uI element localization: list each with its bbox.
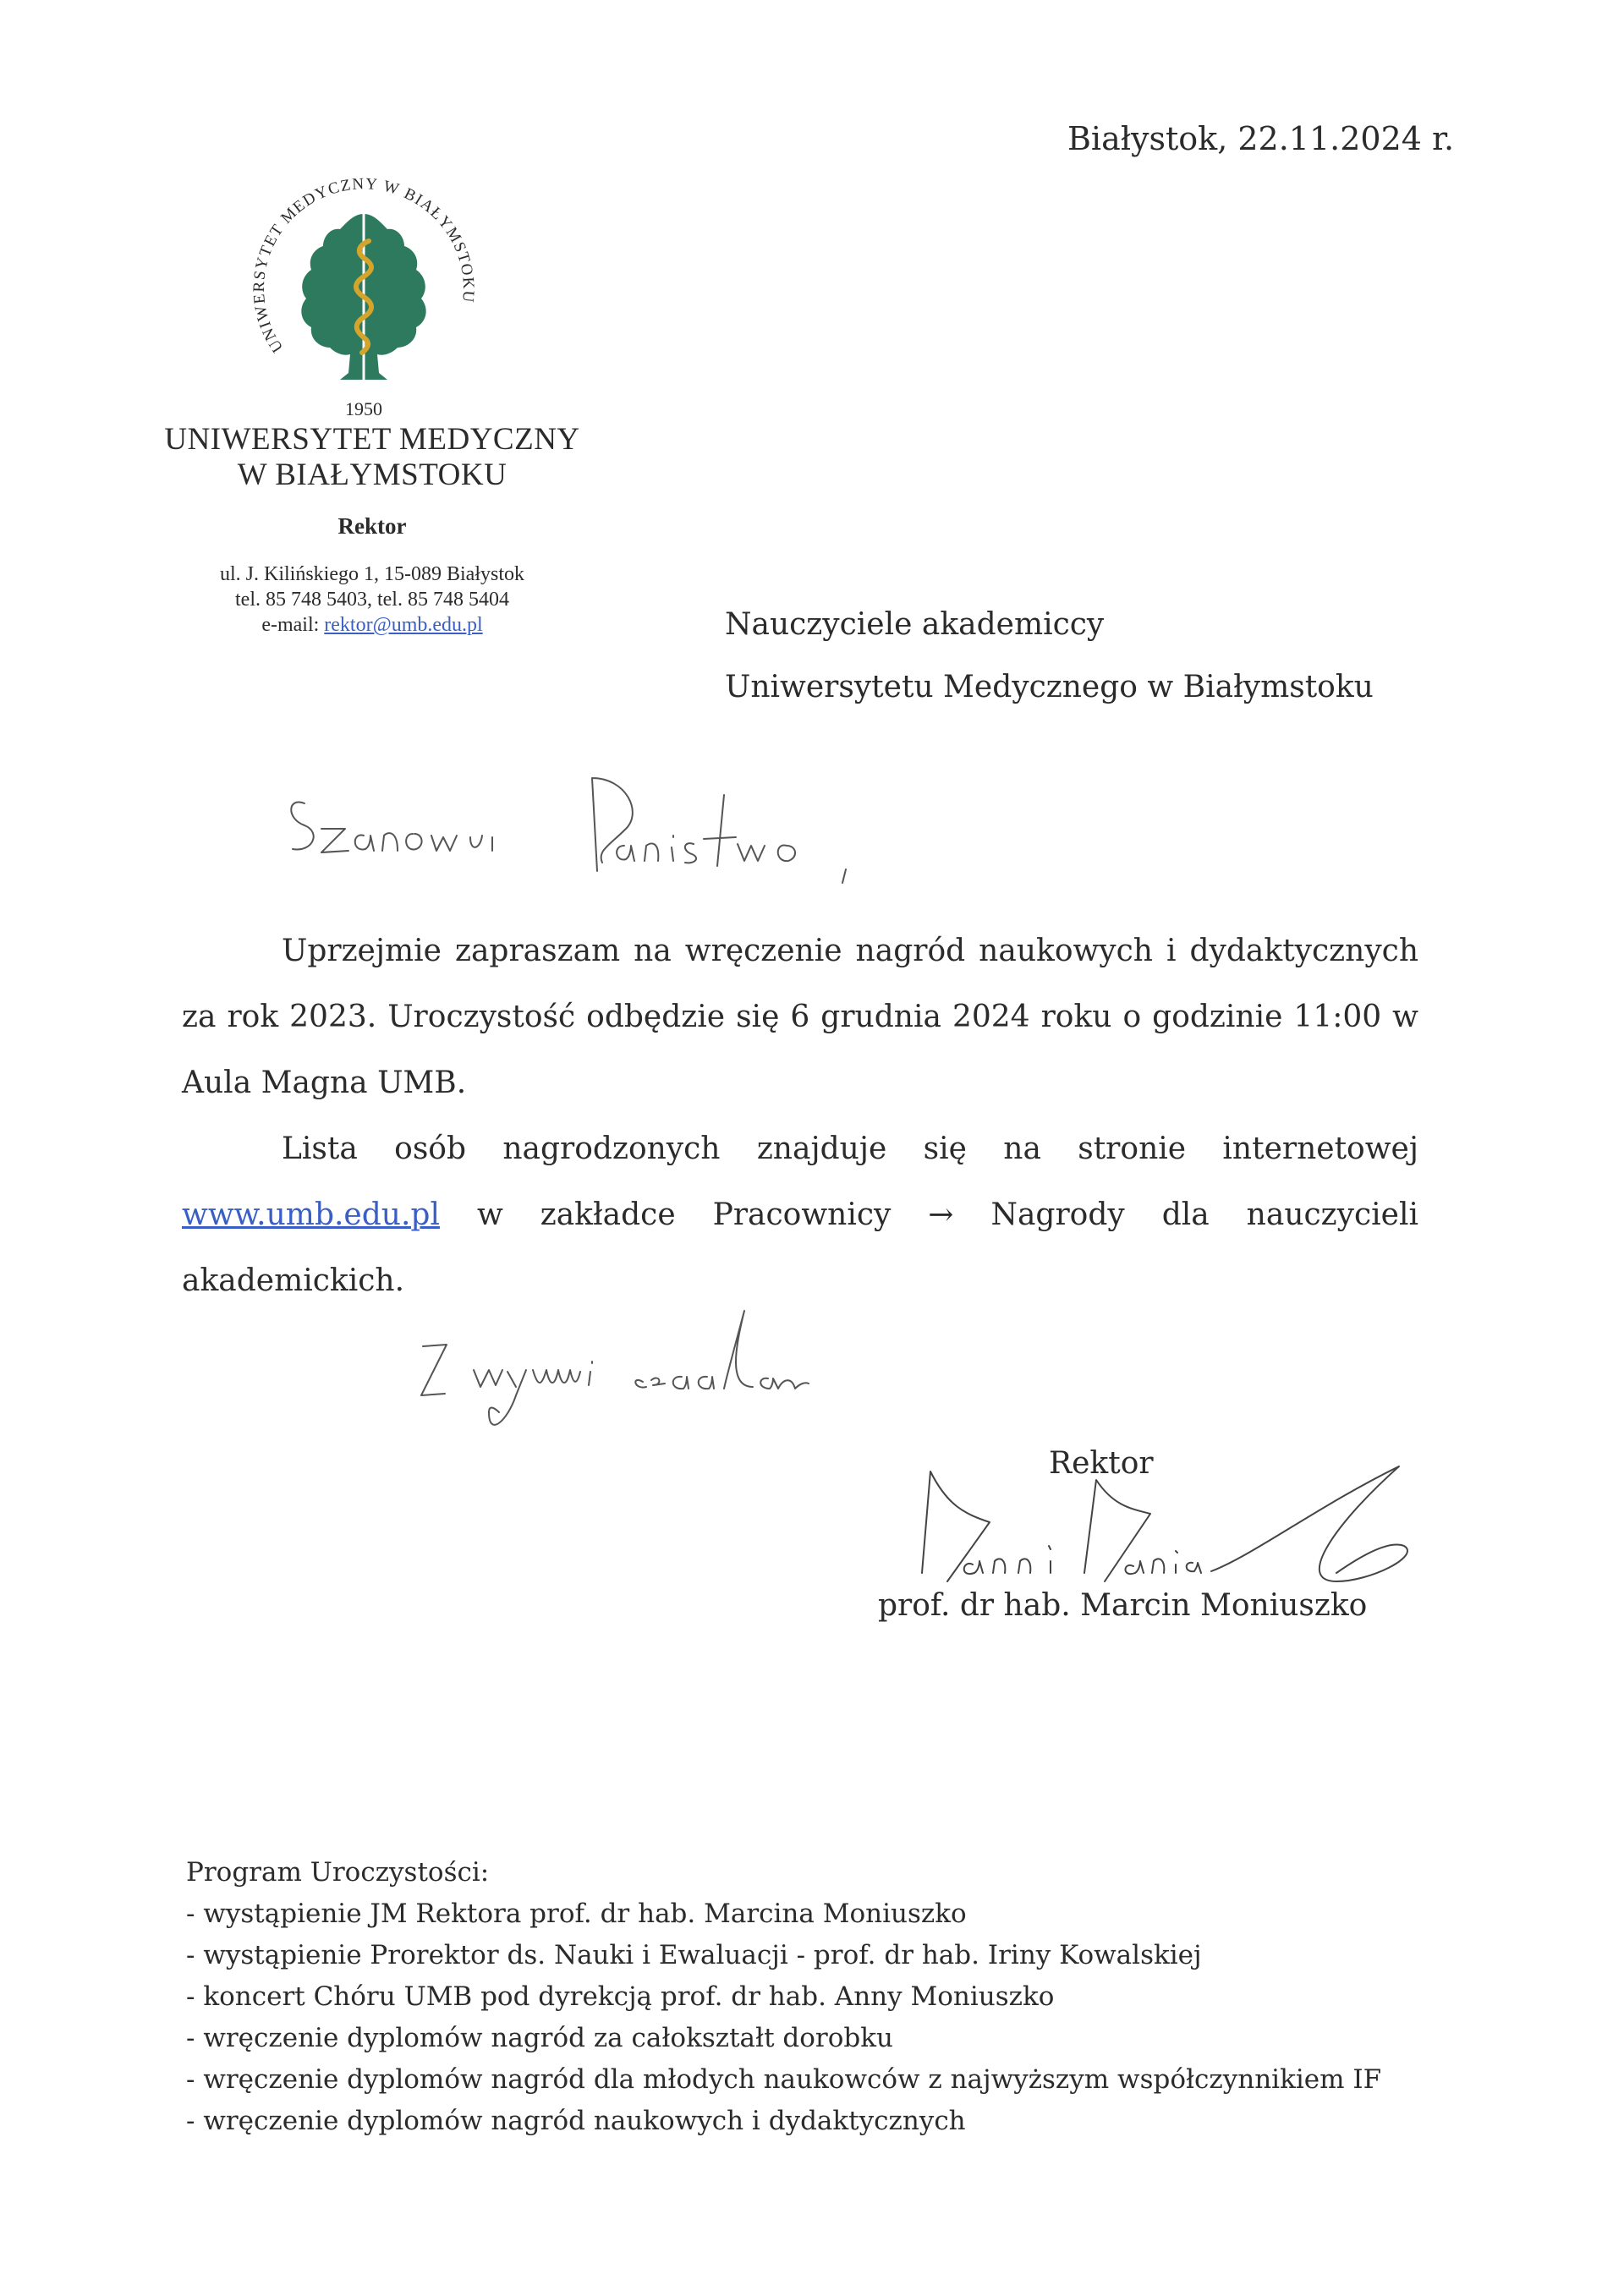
website-link[interactable]: www.umb.edu.pl	[182, 1197, 440, 1232]
logo-ring-text: UNIWERSYTET MEDYCZNY W BIAŁYMSTOKU	[250, 175, 478, 356]
handwritten-closing	[389, 1277, 1032, 1446]
letterhead-email-line	[127, 614, 617, 637]
letterhead-university-line1: UNIWERSYTET MEDYCZNY	[164, 422, 580, 457]
university-logo	[245, 173, 482, 427]
place-date: Białystok, 22.11.2024 r.	[1067, 120, 1455, 157]
email-label: e-mail:	[261, 614, 325, 636]
handwritten-signature	[897, 1455, 1438, 1598]
signatory-name: prof. dr hab. Marcin Moniuszko	[878, 1588, 1368, 1623]
letterhead-university-line2: W BIAŁYMSTOKU	[237, 458, 508, 492]
signature-title: Rektor	[1049, 1446, 1154, 1481]
program-title: Program Uroczystości:	[186, 1857, 490, 1888]
handwritten-salutation	[271, 744, 880, 888]
logo-year: 1950	[345, 398, 382, 419]
program-item: - wystąpienie JM Rektora prof. dr hab. Marcina Moniuszko	[186, 1899, 967, 1929]
recipient-line1: Nauczyciele akademiccy	[725, 607, 1105, 642]
program-item: - wręczenie dyplomów nagród za całokształt dorobku	[186, 2023, 893, 2053]
program-item: - wręczenie dyplomów nagród naukowych i dydaktycznych	[186, 2106, 966, 2136]
paragraph-invitation: Uprzejmie zapraszam na wręczenie nagród naukowych i dydaktycznych za rok 2023. Uroczystość odbędzie się 6 grudnia 2024 roku o godzinie 11:00 w Aula Magna UMB.	[182, 934, 1418, 1100]
program-item: - wystąpienie Prorektor ds. Nauki i Ewaluacji - prof. dr hab. Iriny Kowalskiej	[186, 1940, 1202, 1970]
letterhead-address: ul. J. Kilińskiego 1, 15-089 Białystok	[220, 563, 524, 585]
paragraph-text-after-link: w zakładce Pracownicy → Nagrody dla nauczycieli akademickich.	[182, 1197, 1418, 1298]
ceremony-program	[186, 1852, 1381, 2142]
program-item: - koncert Chóru UMB pod dyrekcją prof. dr hab. Anny Moniuszko	[186, 1981, 1055, 2012]
paragraph-text-before-link: Lista osób nagrodzonych znajduje się na stronie internetowej	[282, 1132, 1418, 1166]
letterhead-phones: tel. 85 748 5403, tel. 85 748 5404	[235, 589, 509, 611]
recipient-line2: Uniwersytetu Medycznego w Białymstoku	[725, 670, 1374, 704]
letterhead-office: Rektor	[337, 513, 407, 539]
program-item: - wręczenie dyplomów nagród dla młodych naukowców z najwyższym współczynnikiem IF	[186, 2064, 1382, 2095]
email-link[interactable]: rektor@umb.edu.pl	[324, 614, 483, 636]
